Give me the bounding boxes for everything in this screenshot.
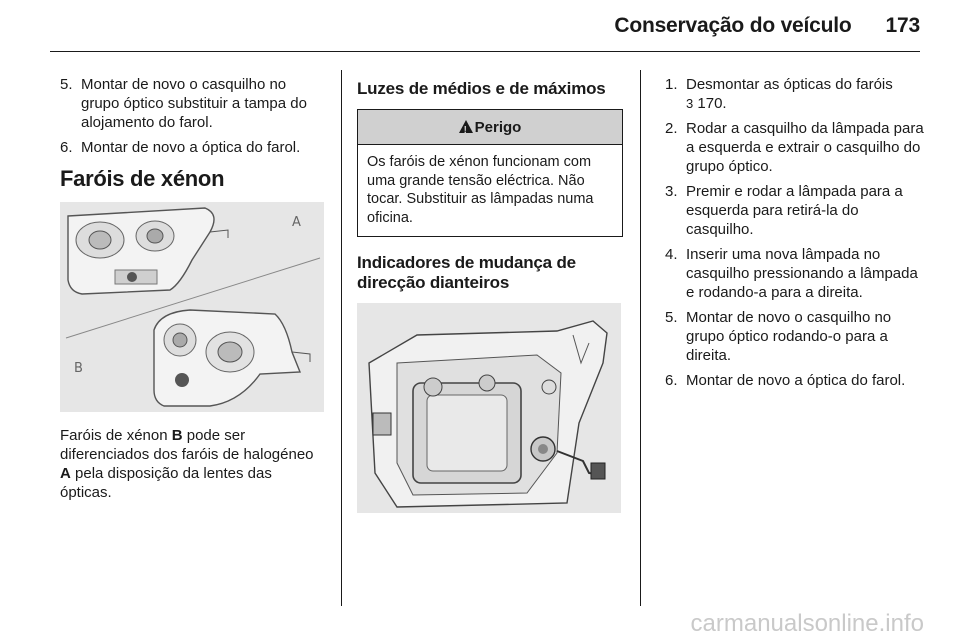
list-number: 1. — [665, 76, 678, 93]
page-reference[interactable]: 170. — [697, 95, 727, 112]
list-item — [665, 182, 930, 239]
section-heading-xenon: Faróis de xénon — [60, 166, 225, 191]
list-number: 3. — [665, 183, 678, 200]
column-2 — [357, 75, 623, 513]
list-number: 5. — [60, 76, 73, 93]
list-item — [665, 245, 930, 302]
figure-label-b: B — [74, 361, 83, 376]
list-item — [60, 138, 326, 157]
column-divider-2 — [640, 70, 641, 606]
list-text: Montar de novo a óptica do farol. — [686, 372, 906, 389]
caption-text: pela disposição da lentes das ópticas. — [60, 465, 272, 501]
list-item — [665, 308, 930, 365]
caption-bold-b: B — [171, 427, 183, 444]
steps-list-continued — [60, 75, 326, 157]
danger-box — [357, 109, 623, 237]
page-reference-icon: 3 — [686, 96, 694, 111]
danger-header — [358, 110, 622, 145]
column-divider-1 — [341, 70, 342, 606]
list-number: 6. — [665, 372, 678, 389]
list-text: Premir e rodar a lâmpada para a esquerda para retirá-la do casquilho. — [686, 183, 903, 238]
page-header — [320, 14, 920, 38]
danger-title: Perigo — [474, 119, 522, 136]
list-item — [665, 119, 930, 176]
replacement-steps-list — [665, 75, 930, 390]
list-text: Montar de novo a óptica do farol. — [81, 139, 301, 156]
header-rule — [50, 51, 920, 52]
danger-text: Os faróis de xénon funcionam com uma grande tensão eléctrica. Não tocar. Substituir as lâmpadas numa oficina. — [367, 154, 594, 226]
list-number: 2. — [665, 120, 678, 137]
headlight-rear-illustration — [357, 303, 621, 513]
list-item — [665, 75, 930, 113]
headlight-illustration — [60, 202, 324, 412]
figure-label-a: A — [292, 215, 301, 230]
caption-text: pode ser diferenciados dos faróis de halogéneo — [60, 427, 314, 463]
list-number: 4. — [665, 246, 678, 263]
list-text: Inserir uma nova lâmpada no casquilho pressionando a lâmpada e rodando-a para a direita. — [686, 246, 918, 301]
list-number: 5. — [665, 309, 678, 326]
list-number: 6. — [60, 139, 73, 156]
figure-caption — [60, 426, 326, 502]
page-number: 173 — [885, 14, 920, 37]
list-text: Rodar a casquilho da lâmpada para a esquerda e extrair o casquilho do grupo óptico. — [686, 120, 924, 175]
warning-triangle-icon — [459, 120, 473, 133]
column-1 — [60, 75, 326, 502]
chapter-title: Conservação do veículo — [614, 14, 852, 37]
headlight-comparison-figure — [60, 202, 324, 412]
list-text: Montar de novo o casquilho no grupo óptico rodando-o para a direita. — [686, 309, 892, 364]
watermark: carmanualsonline.info — [690, 610, 924, 637]
list-item — [665, 371, 930, 390]
caption-bold-a: A — [60, 465, 71, 482]
caption-text: Faróis de xénon — [60, 427, 172, 444]
list-text: Montar de novo o casquilho no grupo óptico substituir a tampa do alojamento do farol. — [81, 76, 307, 131]
turn-signal-figure — [357, 303, 621, 513]
list-item — [60, 75, 326, 132]
column-3 — [665, 75, 930, 396]
section-heading-turn-signals: Indicadores de mudança de direcção dianteiros — [357, 253, 576, 292]
list-text: Desmontar as ópticas do faróis — [686, 76, 893, 93]
section-heading-low-high-beam: Luzes de médios e de máximos — [357, 79, 606, 98]
